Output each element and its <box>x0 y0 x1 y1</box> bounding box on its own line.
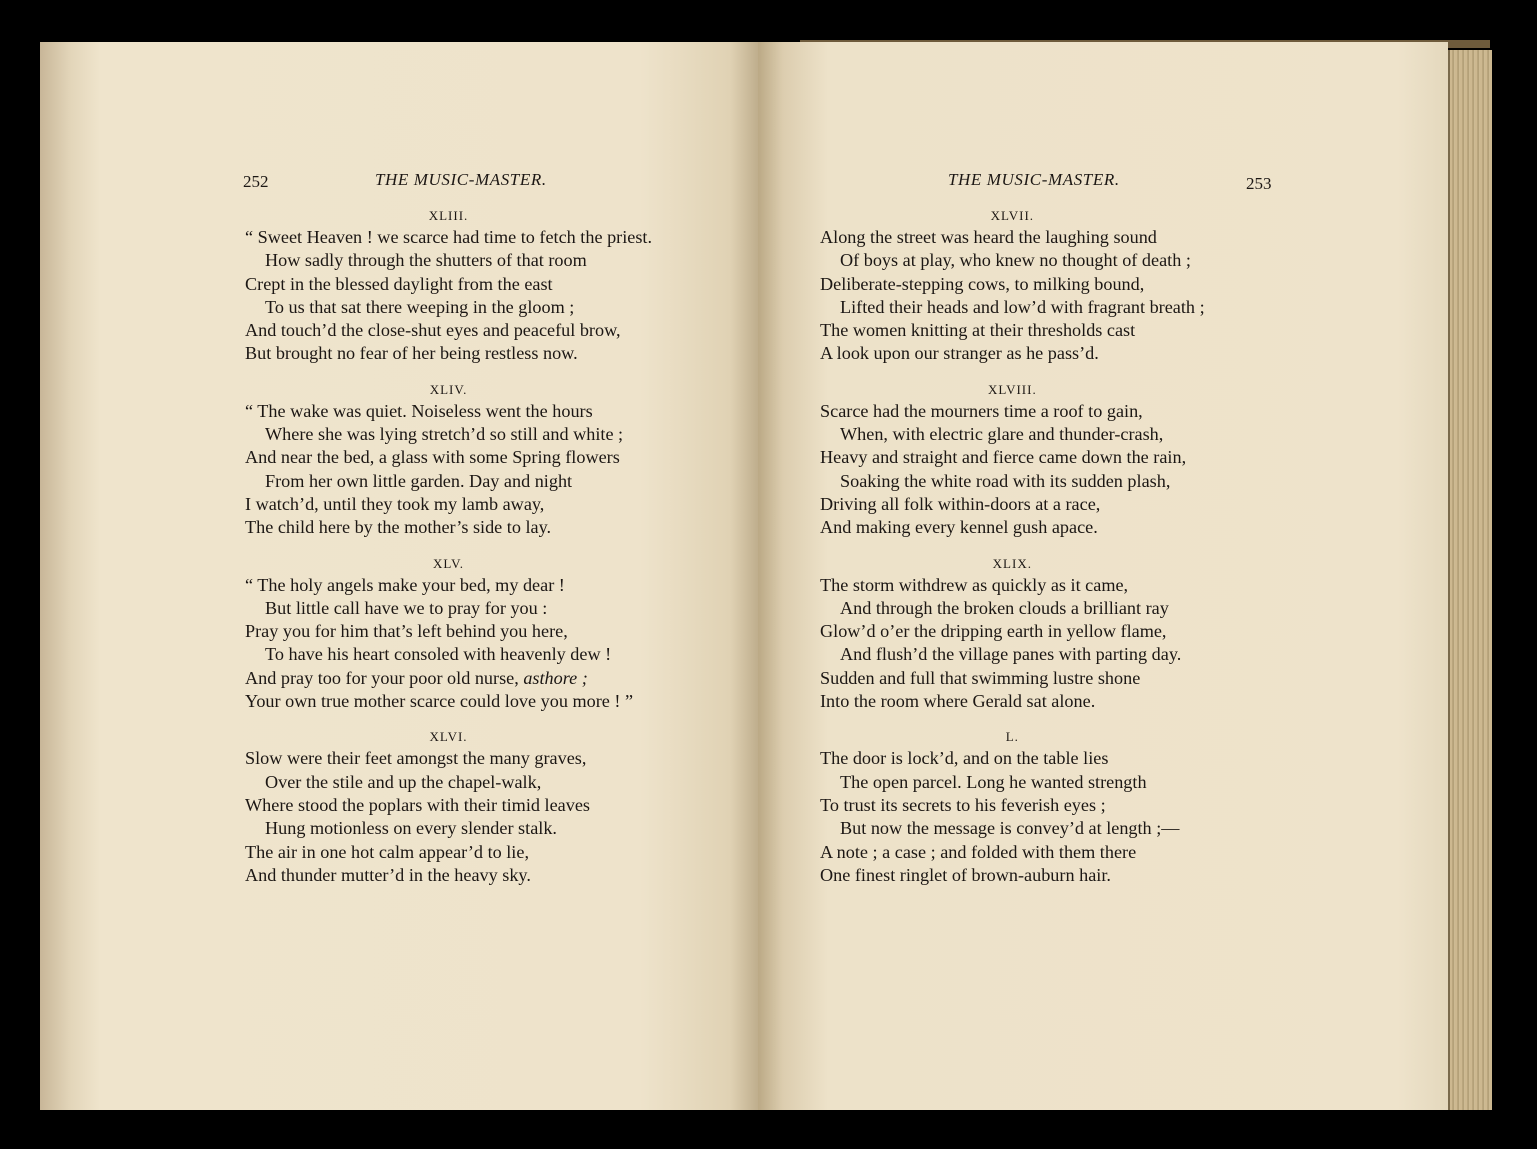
verse-line: Deliberate-stepping cows, to milking bound, <box>820 273 1145 294</box>
stanza-numeral: XLVIII. <box>987 381 1037 397</box>
stanza <box>820 554 1205 714</box>
verse-line: Of boys at play, who knew no thought of death ; <box>840 250 1191 271</box>
verse-line: To have his heart consoled with heavenly dew ! <box>265 644 612 665</box>
running-head-left: THE MUSIC-MASTER. <box>375 170 547 189</box>
stanza-numeral: XLIX. <box>992 555 1032 571</box>
verse-line: Driving all folk within-doors at a race, <box>820 493 1101 514</box>
stanza-numeral: XLVII. <box>990 208 1035 223</box>
verse-line: Scarce had the mourners time a roof to gain, <box>820 400 1143 421</box>
page-edges <box>1448 50 1492 1110</box>
verse-line: And thunder mutter’d in the heavy sky. <box>245 864 531 885</box>
verse-line: “ Sweet Heaven ! we scarce had time to fetch the priest. <box>245 227 653 247</box>
verse-line: A look upon our stranger as he pass’d. <box>820 343 1099 364</box>
verse-line: Along the street was heard the laughing sound <box>820 227 1157 247</box>
page-number-right: 253 <box>1246 174 1272 193</box>
verse-line: I watch’d, until they took my lamb away, <box>245 493 545 514</box>
verse-line: Your own true mother scarce could love you more ! ” <box>245 691 634 712</box>
verse-line: Glow’d o’er the dripping earth in yellow flame, <box>820 621 1167 642</box>
verse-line-text: And pray too for your poor old nurse, <box>245 667 519 688</box>
verse-line: Lifted their heads and low’d with fragrant breath ; <box>840 296 1205 317</box>
verse-line: One finest ringlet of brown-auburn hair. <box>820 864 1111 885</box>
stanza <box>820 206 1205 366</box>
stanza <box>245 727 652 887</box>
verse-line: Over the stile and up the chapel-walk, <box>265 771 542 792</box>
verse-line: And near the bed, a glass with some Spring flowers <box>245 447 620 468</box>
running-head-right: THE MUSIC-MASTER. <box>948 170 1120 189</box>
verse-line: From her own little garden. Day and night <box>265 470 573 491</box>
verse-line: Soaking the white road with its sudden plash, <box>840 470 1171 491</box>
verse-line: How sadly through the shutters of that room <box>265 250 587 271</box>
verse-line: Into the room where Gerald sat alone. <box>820 691 1096 712</box>
stanza <box>245 554 652 714</box>
verse-line: When, with electric glare and thunder-crash, <box>840 424 1164 445</box>
verse-line: The air in one hot calm appear’d to lie, <box>245 841 529 862</box>
stanza-numeral: L. <box>1005 729 1019 745</box>
verse-line: But brought no fear of her being restless now. <box>245 343 578 364</box>
verse-line: And flush’d the village panes with parting day. <box>840 644 1182 665</box>
verse-line: “ The holy angels make your bed, my dear ! <box>245 574 565 595</box>
verse-line: And through the broken clouds a brilliant ray <box>840 597 1169 618</box>
stanza-numeral: XLIV. <box>429 381 468 397</box>
stanza-numeral: XLIII. <box>428 208 469 223</box>
verse-line: But now the message is convey’d at length ;— <box>840 818 1180 839</box>
verse-line: The door is lock’d, and on the table lies <box>820 748 1109 769</box>
stanza <box>820 727 1205 887</box>
verse-line: Where stood the poplars with their timid leaves <box>245 794 590 815</box>
verse-line: To us that sat there weeping in the gloom ; <box>265 296 575 317</box>
verse-line: And touch’d the close-shut eyes and peaceful brow, <box>245 320 621 341</box>
stanza <box>245 380 652 540</box>
verse-line: A note ; a case ; and folded with them there <box>820 841 1137 862</box>
verse-line: And making every kennel gush apace. <box>820 517 1098 538</box>
verse-line: Where she was lying stretch’d so still and white ; <box>265 424 624 445</box>
stanza <box>245 206 652 366</box>
verse-line: Crept in the blessed daylight from the east <box>245 273 553 294</box>
left-page <box>40 42 758 1110</box>
verse-line: To trust its secrets to his feverish eyes ; <box>820 794 1106 815</box>
verse-line: Slow were their feet amongst the many graves, <box>245 748 587 769</box>
verse-line: Sudden and full that swimming lustre shone <box>820 667 1141 688</box>
verse-line: The women knitting at their thresholds cast <box>820 320 1136 341</box>
stanza-numeral: XLVI. <box>429 729 468 745</box>
verse-line: The child here by the mother’s side to lay. <box>245 517 552 538</box>
right-text-column <box>820 206 1205 887</box>
verse-line: But little call have we to pray for you : <box>265 597 548 618</box>
verse-line: The open parcel. Long he wanted strength <box>840 771 1147 792</box>
verse-line: Pray you for him that’s left behind you here, <box>245 621 568 642</box>
right-page <box>758 42 1448 1110</box>
verse-line: Hung motionless on every slender stalk. <box>265 818 557 839</box>
verse-line <box>245 667 652 690</box>
left-text-column <box>245 206 652 887</box>
stanza <box>820 380 1205 540</box>
verse-line: The storm withdrew as quickly as it came, <box>820 574 1129 595</box>
verse-line: Heavy and straight and fierce came down the rain, <box>820 447 1187 468</box>
open-book <box>40 42 1490 1110</box>
page-number-left: 252 <box>243 172 269 191</box>
verse-line: “ The wake was quiet. Noiseless went the hours <box>245 400 593 421</box>
stanza-numeral: XLV. <box>432 555 465 571</box>
italic-word: asthore ; <box>523 667 588 688</box>
